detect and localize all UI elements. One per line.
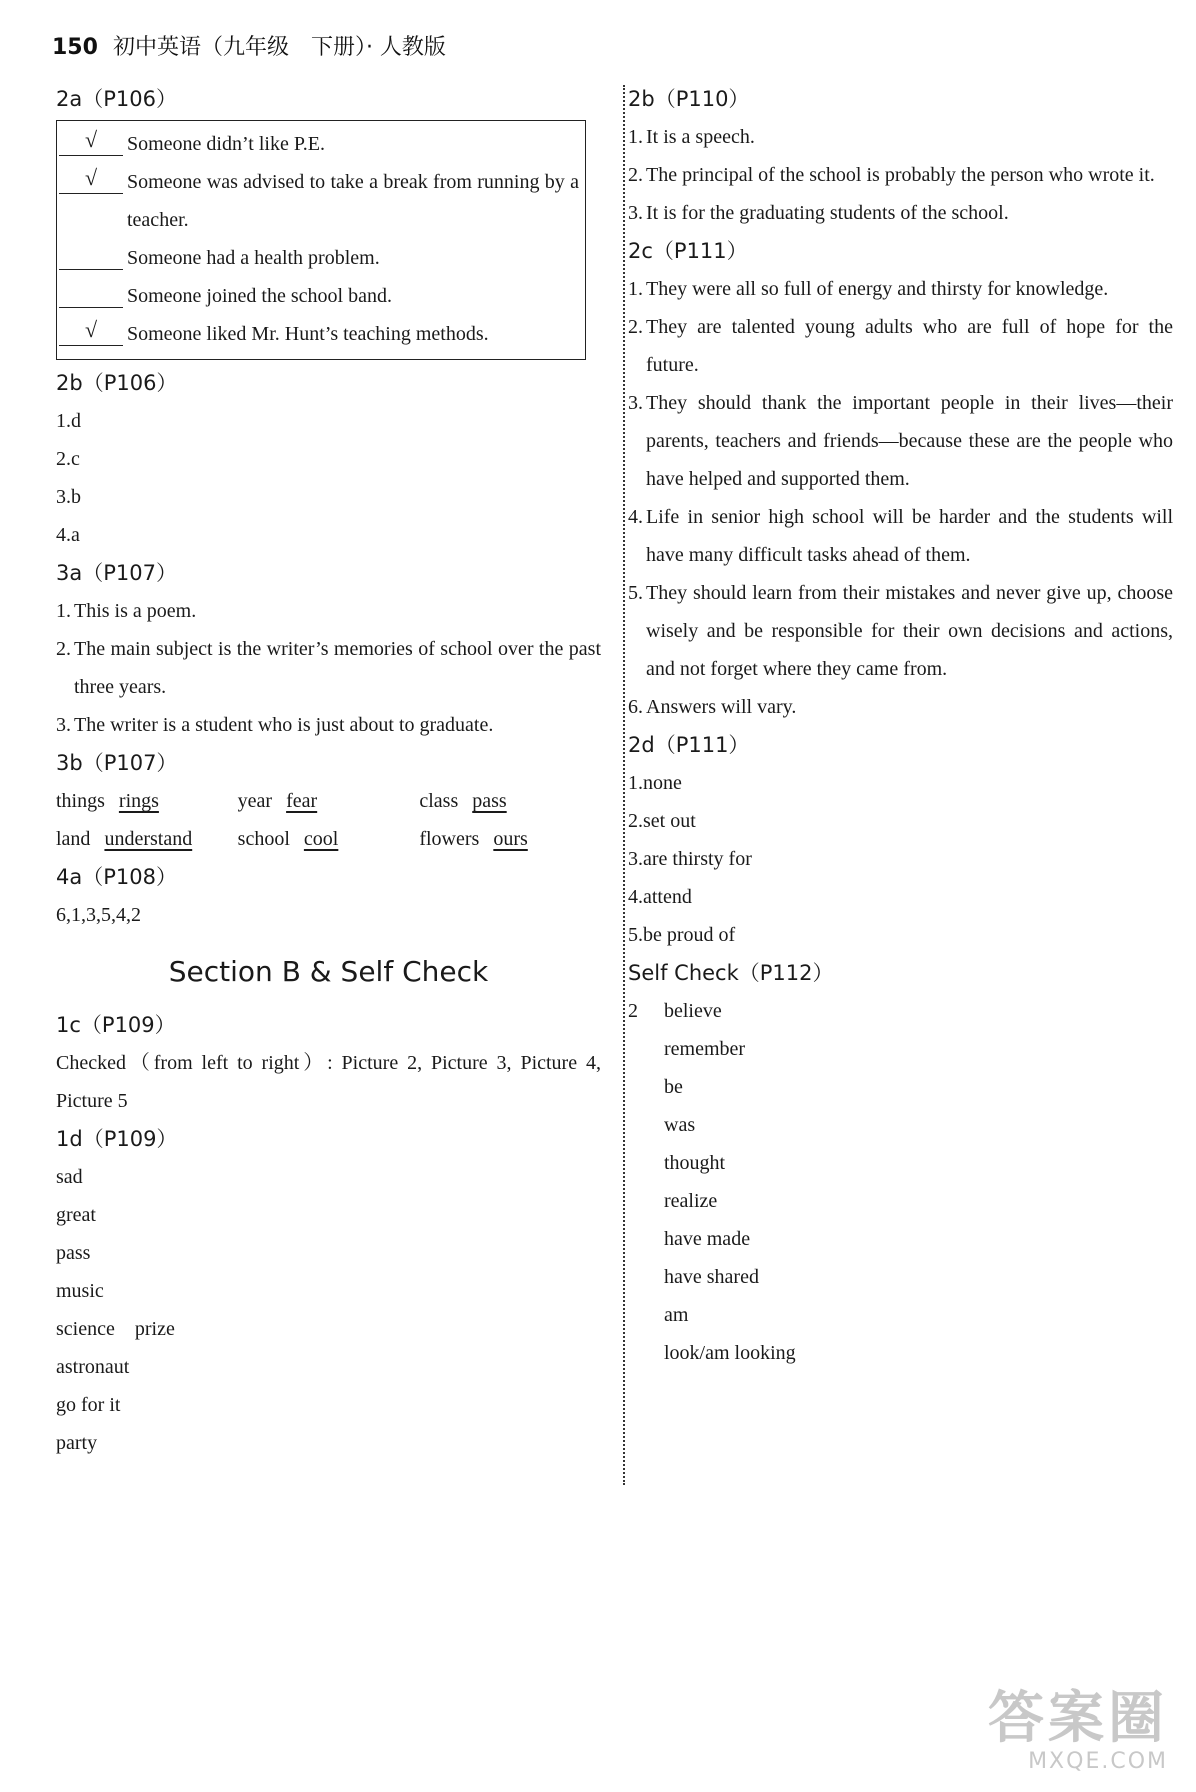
left-column: [56, 80, 601, 1462]
rhyme-word: fear: [286, 790, 318, 812]
self-check-row: [628, 1068, 1173, 1106]
heading-3a: 3a（P107）: [56, 561, 177, 585]
watermark-url: MXQE.COM: [1028, 1749, 1168, 1774]
book-title: 初中英语（九年级 下册）· 人教版: [112, 35, 446, 60]
rhyme-pair: [419, 820, 601, 858]
answer-item: believe: [664, 1000, 722, 1022]
item-number: 1.: [628, 126, 643, 148]
check-mark: √: [59, 163, 123, 194]
checklist-row: [59, 163, 579, 239]
heading-1d: 1d（P109）: [56, 1127, 178, 1151]
item-text: The main subject is the writer’s memories of school over the past three years.: [74, 638, 601, 698]
item-text: Life in senior high school will be harder and the students will have many difficult tasks ahead of them.: [646, 506, 1173, 566]
answer-item: 5.be proud of: [628, 924, 736, 946]
item-text: It is a speech.: [646, 126, 755, 148]
rhyme-word: pass: [472, 790, 507, 812]
word: things: [56, 790, 105, 812]
rhyme-word: cool: [303, 828, 339, 850]
rhyme-pair: [238, 820, 420, 858]
checklist-row: [59, 239, 579, 277]
answer-item: 2.c: [56, 448, 80, 470]
answer-item: pass: [56, 1242, 91, 1264]
self-check-row: [628, 1220, 1173, 1258]
item-text: This is a poem.: [74, 600, 197, 622]
answer-item: [628, 688, 1173, 726]
checklist-text: Someone joined the school band.: [127, 285, 392, 307]
checklist-row: [59, 125, 579, 163]
item-number: 6.: [628, 696, 643, 718]
rhyme-row: [56, 782, 601, 820]
answer-item: [628, 498, 1173, 574]
item-text: It is for the graduating students of the school.: [646, 202, 1009, 224]
item-text: They should thank the important people in their lives—their parents, teachers and friends—because these are the people who have helped and supported them.: [646, 392, 1173, 490]
answer-item: great: [56, 1204, 96, 1226]
self-check-row: [628, 1334, 1173, 1372]
heading-3b: 3b（P107）: [56, 751, 178, 775]
heading-1c: 1c（P109）: [56, 1013, 176, 1037]
heading-self-check: Self Check（P112）: [628, 961, 834, 985]
answer-item: am: [664, 1304, 689, 1326]
word: school: [237, 828, 290, 850]
item-number: 1.: [628, 278, 643, 300]
word: flowers: [419, 828, 480, 850]
self-check-row: [628, 992, 1173, 1030]
answer-item: realize: [664, 1190, 718, 1212]
answer-item: have made: [664, 1228, 751, 1250]
self-check-row: [628, 1182, 1173, 1220]
check-mark: √: [59, 125, 123, 156]
check-mark: √: [59, 315, 123, 346]
word: year: [237, 790, 273, 812]
item-number: 2.: [56, 638, 71, 660]
answer-item: [56, 1044, 601, 1120]
watermark-text: 答案圈: [988, 1686, 1168, 1751]
answer-item: [56, 592, 601, 630]
answer-item: have shared: [664, 1266, 759, 1288]
answer-item: 2.set out: [628, 810, 696, 832]
checklist-text: Someone liked Mr. Hunt’s teaching methods.: [127, 323, 489, 345]
answer-item: [628, 308, 1173, 384]
answer-item: 1.d: [56, 410, 81, 432]
self-check-row: [628, 1258, 1173, 1296]
answer-item: was: [664, 1114, 696, 1136]
column-divider: [623, 85, 625, 1485]
answer-item: 4.a: [56, 524, 80, 546]
answer-item: [628, 574, 1173, 688]
heading-2d: 2d（P111）: [628, 733, 750, 757]
checklist-row: [59, 315, 579, 353]
checklist-box: [56, 120, 586, 360]
answer-item: sad: [56, 1166, 83, 1188]
item-text: They are talented young adults who are full of hope for the future.: [646, 316, 1173, 376]
answer-item: astronaut: [56, 1356, 130, 1378]
section-title: Section B & Self Check: [168, 955, 489, 988]
rhyme-pair: [238, 782, 420, 820]
item-text: They should learn from their mistakes and never give up, choose wisely and be responsible for their own decisions and actions, and not forget where they came from.: [646, 582, 1173, 680]
page-number: 150: [52, 35, 98, 60]
word: land: [56, 828, 91, 850]
item-number: 3.: [628, 202, 643, 224]
answer-item: 1.none: [628, 772, 682, 794]
item-number: 2.: [628, 164, 643, 186]
answer-item: look/am looking: [664, 1342, 796, 1364]
self-check-row: [628, 1144, 1173, 1182]
answer-item: music: [56, 1280, 104, 1302]
item-number: 2.: [628, 316, 643, 338]
answer-item: 3.b: [56, 486, 81, 508]
answer-item: [628, 270, 1173, 308]
check-mark: [59, 277, 123, 308]
rhyme-word: rings: [118, 790, 159, 812]
item-text: Checked（from left to right）: Picture 2, Picture 3, Picture 4, Picture 5: [56, 1052, 601, 1112]
item-number: 4.: [628, 506, 643, 528]
heading-4a: 4a（P108）: [56, 865, 177, 889]
answer-item: remember: [664, 1038, 746, 1060]
rhyme-word: understand: [104, 828, 193, 850]
answer-item: go for it: [56, 1394, 121, 1416]
answer-item: thought: [664, 1152, 726, 1174]
check-mark: [59, 239, 123, 270]
item-number: 2: [628, 1000, 638, 1022]
answer-item: be: [664, 1076, 683, 1098]
page-header: [52, 30, 446, 61]
answer-item: [56, 706, 601, 744]
answer-item: [628, 156, 1173, 194]
item-text: They were all so full of energy and thirsty for knowledge.: [646, 278, 1109, 300]
answer-item: science prize: [56, 1318, 175, 1340]
self-check-row: [628, 1106, 1173, 1144]
checklist-text: Someone was advised to take a break from running by a teacher.: [127, 171, 579, 231]
heading-2a: 2a（P106）: [56, 87, 177, 111]
rhyme-pair: [419, 782, 601, 820]
answer-item: [56, 630, 601, 706]
answer-sequence: 6,1,3,5,4,2: [56, 904, 141, 926]
answer-item: [628, 384, 1173, 498]
right-column: [628, 80, 1173, 1372]
word: class: [419, 790, 459, 812]
checklist-text: Someone had a health problem.: [127, 247, 380, 269]
item-number: 1.: [56, 600, 71, 622]
item-text: The writer is a student who is just about to graduate.: [74, 714, 494, 736]
answer-item: party: [56, 1432, 98, 1454]
item-number: 5.: [628, 582, 643, 604]
rhyme-row: [56, 820, 601, 858]
rhyme-pair: [56, 782, 238, 820]
item-number: 3.: [56, 714, 71, 736]
heading-2c: 2c（P111）: [628, 239, 748, 263]
heading-2b: 2b（P106）: [56, 371, 178, 395]
checklist-text: Someone didn’t like P.E.: [127, 133, 325, 155]
answer-item: 3.are thirsty for: [628, 848, 752, 870]
watermark-logo: [988, 1686, 1168, 1774]
answer-item: [628, 194, 1173, 232]
answer-item: 4.attend: [628, 886, 692, 908]
answer-item: [628, 118, 1173, 156]
item-text: Answers will vary.: [646, 696, 797, 718]
item-number: 3.: [628, 392, 643, 414]
self-check-row: [628, 1296, 1173, 1334]
item-text: The principal of the school is probably the person who wrote it.: [646, 164, 1155, 186]
heading-2b-p110: 2b（P110）: [628, 87, 750, 111]
rhyme-word: ours: [493, 828, 528, 850]
rhyme-pair: [56, 820, 238, 858]
self-check-row: [628, 1030, 1173, 1068]
checklist-row: [59, 277, 579, 315]
